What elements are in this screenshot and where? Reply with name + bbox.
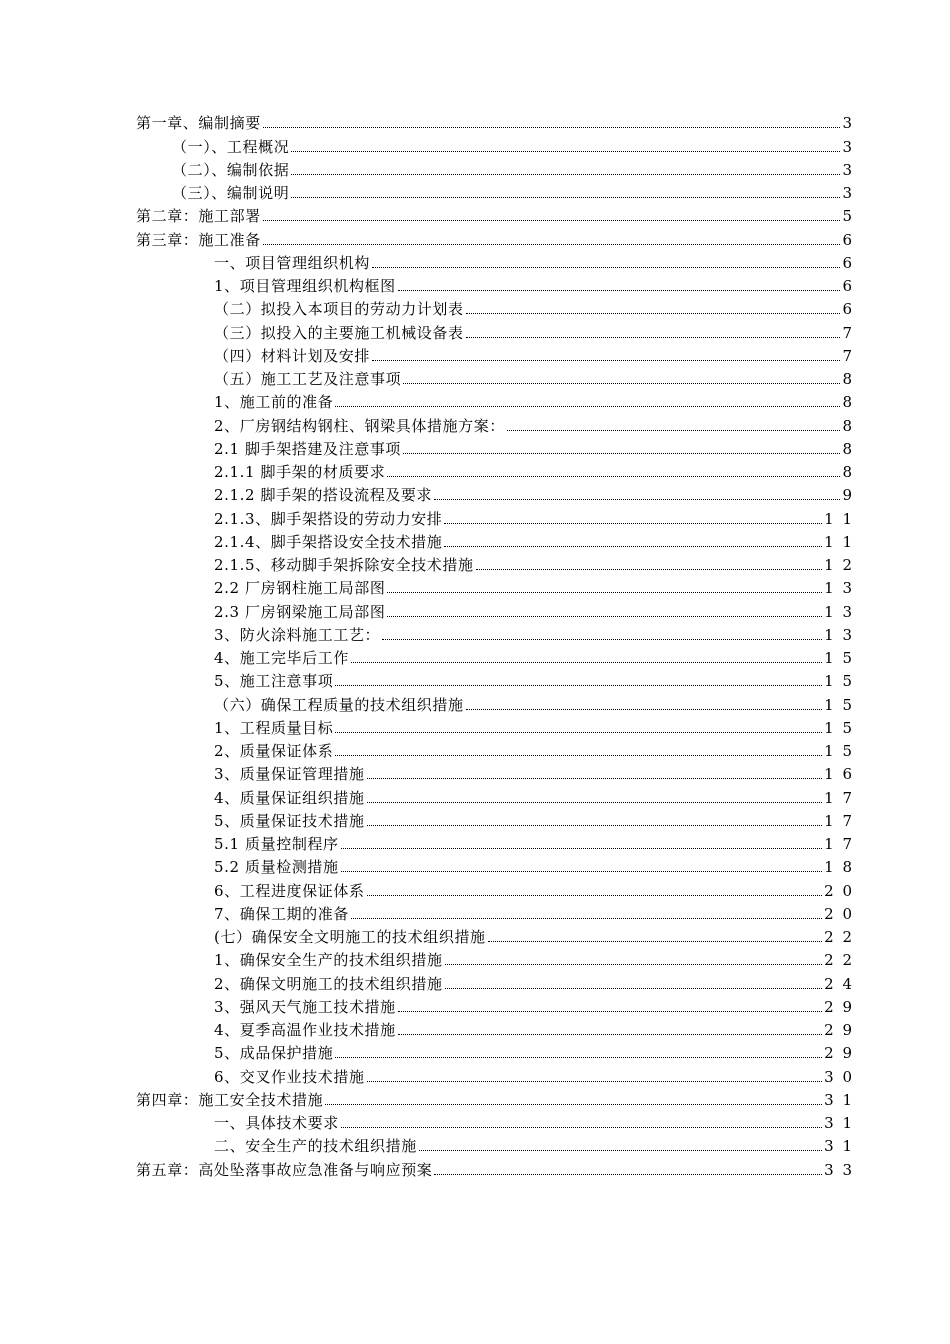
toc-entry[interactable] (136, 366, 854, 389)
toc-entry-title: 2.1.5、移动脚手架拆除安全技术措施 (214, 556, 474, 574)
dot-leader (398, 1011, 822, 1012)
toc-entry[interactable] (136, 250, 854, 273)
toc-entry[interactable] (136, 947, 854, 970)
toc-entry-page-number: 1 3 (824, 602, 854, 621)
toc-entry-title: 4、质量保证组织措施 (214, 788, 365, 807)
toc-entry[interactable] (136, 436, 854, 459)
toc-entry-page-number: 1 5 (824, 695, 854, 714)
toc-entry-page-number: 7 (842, 323, 854, 342)
toc-entry-title: 4、夏季高温作业技术措施 (214, 1021, 396, 1039)
dot-leader (398, 1034, 822, 1035)
dot-leader (341, 848, 823, 849)
toc-entry-title: 1、施工前的准备 (214, 393, 334, 412)
toc-entry-title: （三）拟投入的主要施工机械设备表 (214, 323, 464, 342)
toc-entry[interactable] (136, 133, 854, 156)
toc-entry-title: 3、防火涂料施工工艺： (214, 625, 381, 644)
dot-leader (335, 406, 840, 407)
dot-leader (466, 313, 841, 314)
dot-leader (335, 685, 822, 686)
toc-entry-title: 一、项目管理组织机构 (214, 253, 371, 272)
toc-entry-title: 一、具体技术要求 (214, 1114, 339, 1132)
toc-entry[interactable] (136, 1133, 854, 1156)
toc-entry[interactable] (136, 691, 854, 714)
toc-entry-page-number: 3 1 (824, 1114, 854, 1132)
toc-entry[interactable] (136, 343, 854, 366)
dot-leader (372, 267, 840, 268)
toc-entry-page-number: 1 5 (824, 672, 854, 691)
toc-entry-page-number: 3 0 (824, 1067, 854, 1086)
toc-entry[interactable] (136, 994, 854, 1017)
toc-entry-title: 2、确保文明施工的技术组织措施 (214, 974, 443, 993)
toc-entry-title: 3、强风天气施工技术措施 (214, 997, 396, 1016)
toc-entry[interactable] (136, 808, 854, 831)
toc-entry-page-number: 7 (842, 346, 854, 365)
toc-entry-page-number: 3 (842, 160, 854, 179)
toc-entry[interactable] (136, 877, 854, 900)
dot-leader (419, 1150, 822, 1151)
toc-entry[interactable] (136, 970, 854, 993)
toc-entry-title: 2.1.3、脚手架搭设的劳动力安排 (214, 509, 443, 528)
dot-leader (507, 430, 841, 431)
toc-entry-title: (七）确保安全文明施工的技术组织措施 (214, 928, 486, 946)
toc-entry-title: 4、施工完毕后工作 (214, 649, 349, 667)
toc-entry[interactable] (136, 273, 854, 296)
toc-entry-title: （三）、编制说明 (172, 184, 290, 202)
toc-entry-page-number: 3 1 (824, 1137, 854, 1156)
dot-leader (445, 964, 823, 965)
toc-entry[interactable] (136, 459, 854, 482)
dot-leader (291, 151, 840, 152)
toc-entry[interactable] (136, 738, 854, 761)
toc-entry-title: 第四章：施工安全技术措施 (136, 1090, 324, 1109)
toc-entry-title: 2.1 脚手架搭建及注意事项 (214, 439, 402, 458)
toc-entry-page-number: 1 7 (824, 835, 854, 853)
dot-leader (335, 732, 822, 733)
toc-entry[interactable] (136, 715, 854, 738)
toc-entry-title: （二）、编制依据 (172, 160, 290, 179)
dot-leader (444, 523, 822, 524)
toc-entry[interactable] (136, 505, 854, 528)
toc-entry-page-number: 3 1 (824, 1090, 854, 1109)
toc-entry-title: 5、成品保护措施 (214, 1044, 334, 1063)
dot-leader (387, 592, 822, 593)
toc-entry-title: 1、项目管理组织机构框图 (214, 277, 396, 295)
dot-leader (291, 174, 840, 175)
toc-entry[interactable] (136, 622, 854, 645)
toc-entry-page-number: 8 (842, 393, 854, 412)
dot-leader (341, 1127, 822, 1128)
dot-leader (382, 639, 822, 640)
toc-entry[interactable] (136, 412, 854, 435)
toc-entry[interactable] (136, 529, 854, 552)
toc-entry-title: （一）、工程概况 (172, 137, 290, 156)
toc-entry-page-number: 2 9 (824, 1021, 854, 1039)
toc-entry-title: （六）确保工程质量的技术组织措施 (214, 695, 464, 714)
dot-leader (445, 988, 823, 989)
dot-leader (291, 197, 840, 198)
dot-leader (325, 1104, 822, 1105)
toc-entry[interactable] (136, 203, 854, 226)
toc-entry[interactable] (136, 1156, 854, 1179)
toc-entry[interactable] (136, 226, 854, 249)
dot-leader (372, 360, 840, 361)
toc-entry-page-number: 2 4 (824, 974, 854, 993)
toc-entry[interactable] (136, 784, 854, 807)
toc-entry-title: 6、工程进度保证体系 (214, 881, 365, 900)
dot-leader (263, 244, 841, 245)
dot-leader (335, 1057, 822, 1058)
toc-entry[interactable] (136, 598, 854, 621)
toc-entry-title: 5、质量保证技术措施 (214, 811, 365, 830)
toc-entry-title: （二）拟投入本项目的劳动力计划表 (214, 300, 464, 319)
toc-entry-page-number: 8 (842, 416, 854, 435)
toc-entry-page-number: 1 3 (824, 579, 854, 598)
toc-entry[interactable] (136, 110, 854, 133)
toc-entry-page-number: 1 5 (824, 718, 854, 737)
toc-entry-title: 1、确保安全生产的技术组织措施 (214, 951, 443, 970)
dot-leader (403, 383, 840, 384)
toc-entry-title: 2.1.4、脚手架搭设安全技术措施 (214, 532, 443, 551)
dot-leader (466, 337, 841, 338)
toc-entry[interactable] (136, 1063, 854, 1086)
toc-entry-title: 第一章、编制摘要 (136, 114, 261, 133)
toc-entry-page-number: 8 (842, 463, 854, 481)
toc-entry-title: （四）材料计划及安排 (214, 346, 371, 365)
dot-leader (263, 220, 841, 221)
toc-entry-title: 第二章：施工部署 (136, 207, 261, 226)
toc-entry[interactable] (136, 831, 854, 854)
toc-entry-page-number: 6 (842, 300, 854, 319)
toc-entry-title: 7、确保工期的准备 (214, 904, 349, 923)
dot-leader (466, 709, 823, 710)
toc-entry[interactable] (136, 319, 854, 342)
toc-entry[interactable] (136, 645, 854, 668)
toc-entry-page-number: 3 3 (824, 1160, 854, 1179)
toc-entry[interactable] (136, 668, 854, 691)
toc-entry[interactable] (136, 1087, 854, 1110)
toc-entry-title: 5、施工注意事项 (214, 672, 334, 691)
dot-leader (351, 918, 822, 919)
toc-entry[interactable] (136, 296, 854, 319)
toc-entry-title: 第三章：施工准备 (136, 230, 261, 249)
toc-entry-page-number: 1 5 (824, 649, 854, 667)
toc-entry[interactable] (136, 854, 854, 877)
dot-leader (434, 499, 840, 500)
toc-entry-title: 6、交叉作业技术措施 (214, 1067, 365, 1086)
toc-entry-title: 3、质量保证管理措施 (214, 765, 365, 784)
toc-entry-page-number: 6 (842, 277, 854, 295)
toc-entry-page-number: 1 2 (824, 556, 854, 574)
toc-entry-page-number: 2 0 (824, 881, 854, 900)
dot-leader (335, 755, 822, 756)
dot-leader (263, 127, 841, 128)
toc-entry-page-number: 2 0 (824, 904, 854, 923)
toc-entry-page-number: 1 6 (824, 765, 854, 784)
toc-entry-title: 5.2 质量检测措施 (214, 858, 339, 877)
toc-entry-page-number: 2 2 (824, 928, 854, 946)
toc-entry-page-number: 8 (842, 370, 854, 388)
toc-entry-page-number: 6 (842, 253, 854, 272)
toc-entry-page-number: 6 (842, 230, 854, 249)
toc-entry-title: 2.3 厂房钢梁施工局部图 (214, 602, 386, 621)
toc-entry[interactable] (136, 1017, 854, 1040)
toc-entry-page-number: 1 7 (824, 811, 854, 830)
table-of-contents (136, 110, 854, 1180)
dot-leader (444, 546, 822, 547)
toc-entry[interactable] (136, 180, 854, 203)
dot-leader (476, 569, 823, 570)
toc-entry[interactable] (136, 389, 854, 412)
dot-leader (367, 895, 823, 896)
dot-leader (367, 1081, 823, 1082)
toc-entry-title: 第五章：高处坠落事故应急准备与响应预案 (136, 1160, 433, 1179)
toc-entry-page-number: 1 1 (824, 509, 854, 528)
toc-entry-page-number: 3 (842, 137, 854, 156)
toc-entry-page-number: 1 7 (824, 788, 854, 807)
dot-leader (341, 871, 823, 872)
toc-entry-page-number: 1 1 (824, 532, 854, 551)
toc-entry[interactable] (136, 1110, 854, 1133)
dot-leader (398, 290, 841, 291)
dot-leader (351, 662, 822, 663)
toc-entry-page-number: 2 9 (824, 997, 854, 1016)
toc-entry-title: （五）施工工艺及注意事项 (214, 370, 402, 388)
toc-entry-page-number: 1 8 (824, 858, 854, 877)
toc-entry[interactable] (136, 924, 854, 947)
toc-entry-title: 2、厂房钢结构钢柱、钢梁具体措施方案： (214, 416, 505, 435)
toc-entry-page-number: 1 3 (824, 625, 854, 644)
toc-entry[interactable] (136, 482, 854, 505)
toc-entry-title: 2.1.1 脚手架的材质要求 (214, 463, 386, 481)
toc-entry[interactable] (136, 157, 854, 180)
toc-entry-page-number: 2 9 (824, 1044, 854, 1063)
toc-entry-page-number: 3 (842, 114, 854, 133)
toc-entry-title: 2、质量保证体系 (214, 742, 334, 760)
toc-entry[interactable] (136, 901, 854, 924)
toc-entry-page-number: 3 (842, 184, 854, 202)
dot-leader (387, 476, 840, 477)
toc-entry-title: 5.1 质量控制程序 (214, 835, 339, 853)
toc-entry[interactable] (136, 575, 854, 598)
dot-leader (434, 1174, 822, 1175)
toc-entry-page-number: 2 2 (824, 951, 854, 970)
toc-entry-title: 2.1.2 脚手架的搭设流程及要求 (214, 486, 433, 505)
toc-entry-page-number: 1 5 (824, 742, 854, 760)
toc-entry-page-number: 8 (842, 439, 854, 458)
dot-leader (367, 778, 823, 779)
toc-entry[interactable] (136, 761, 854, 784)
toc-entry-title: 1、工程质量目标 (214, 718, 334, 737)
toc-entry-title: 2.2 厂房钢柱施工局部图 (214, 579, 386, 598)
toc-entry[interactable] (136, 552, 854, 575)
dot-leader (367, 802, 823, 803)
toc-entry-title: 二、安全生产的技术组织措施 (214, 1137, 417, 1156)
toc-entry-page-number: 9 (842, 486, 854, 505)
toc-entry[interactable] (136, 1040, 854, 1063)
dot-leader (387, 616, 822, 617)
dot-leader (403, 453, 840, 454)
dot-leader (367, 825, 823, 826)
dot-leader (488, 941, 822, 942)
toc-entry-page-number: 5 (842, 207, 854, 226)
